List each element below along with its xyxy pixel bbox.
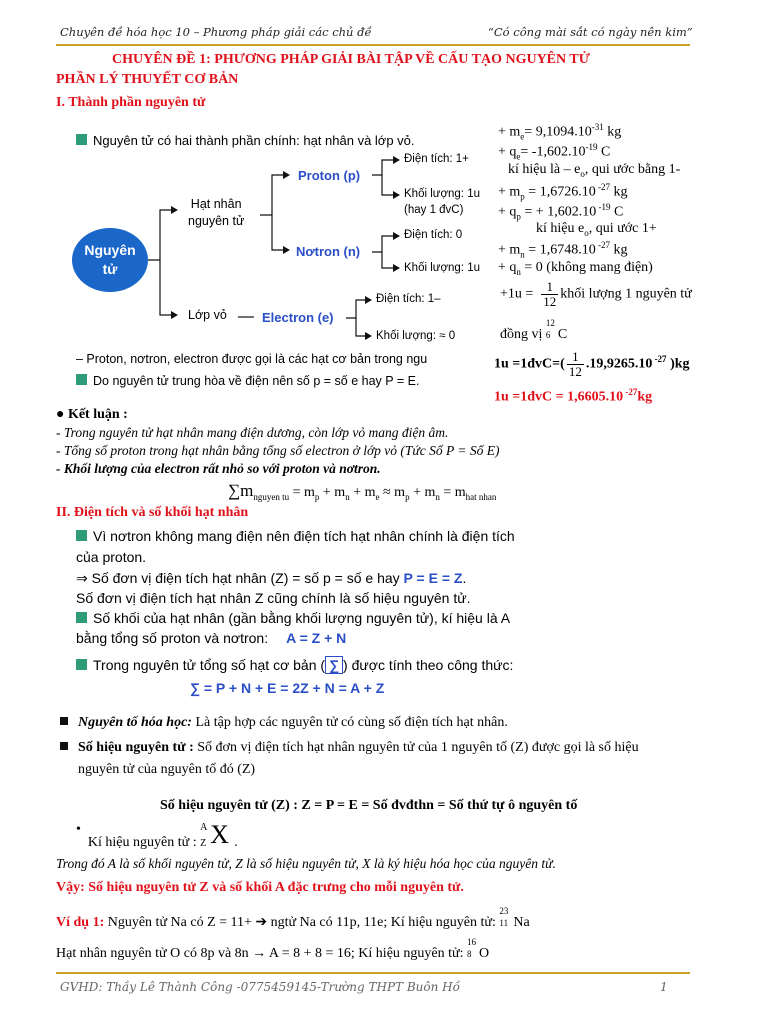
conclusion-line-3: - Khối lượng của electron rất nhỏ so với proton và nơtron. bbox=[56, 461, 381, 476]
proton-symbol-note: kí hiệu $e_o$, qui ước 1+ bbox=[536, 221, 657, 238]
page-number: 1 bbox=[660, 980, 668, 994]
electron-node: Electron (e) bbox=[262, 310, 334, 325]
mass-electron: + $m_e= 9,1094.10^{-31}$ kg bbox=[498, 122, 622, 142]
green-square-icon bbox=[76, 659, 87, 670]
footer-rule bbox=[56, 972, 690, 974]
proton-charge: Điện tích: 1+ bbox=[404, 153, 469, 165]
shell-node: Lớp vỏ bbox=[188, 308, 227, 322]
part-title: PHẦN LÝ THUYẾT CƠ BẢN bbox=[56, 72, 239, 87]
electron-mass: Khối lượng: ≈ 0 bbox=[376, 330, 456, 342]
proton-node: Proton (p) bbox=[298, 168, 361, 183]
sec2-line-7: Trong nguyên tử tổng số hạt cơ bản ( ∑ ) được tính theo công thức: bbox=[76, 657, 513, 673]
example-1-line-2: Hạt nhân nguyên tử O có 8p và 8n → A = 8 + 8 = 16; Kí hiệu nguyên tử: 16 8 O bbox=[56, 937, 490, 961]
sec2-line-1: Vì nơtron không mang điện nên điện tích hạt nhân chính là điện tích bbox=[76, 528, 515, 544]
sec2-line-4: Số đơn vị điện tích hạt nhân Z cũng chính là số hiệu nguyên tử. bbox=[76, 590, 471, 606]
amu-equation: 1u =1đvC=( $\frac{1}{12}$ .19,9265.10 $^{-27}$ )kg bbox=[494, 349, 690, 379]
conclusion-statement: Vậy: Số hiệu nguyên tử Z và số khối A đặc trưng cho mỗi nguyên tử. bbox=[56, 880, 464, 895]
footer-author: GVHD: Thầy Lê Thành Công -0775459145-Trường THPT Buôn Hồ bbox=[60, 980, 460, 994]
conclusion-heading: ● Kết luận : bbox=[56, 407, 128, 422]
sec2-line-2: của proton. bbox=[76, 549, 147, 565]
bullet-dot-icon: • bbox=[76, 822, 81, 837]
neutral-note: Do nguyên tử trung hòa về điện nên số p = số e hay P = E. bbox=[76, 374, 419, 388]
def-atomic-number: Số hiệu nguyên tử : Số đơn vị điện tích hạt nhân nguyên tử của 1 nguyên tố (Z) được gọi là số hiệu bbox=[60, 740, 639, 756]
neutron-charge: Điện tích: 0 bbox=[404, 229, 463, 241]
atomic-number-equation: Số hiệu nguyên tử (Z) : Z = P = E = Số đvđthn = Số thứ tự ô nguyên tố bbox=[160, 798, 578, 813]
nuclide-explanation: Trong đó A là số khối nguyên tử, Z là số hiệu nguyên tử, X là ký hiệu hóa học của nguyên tử. bbox=[56, 856, 556, 871]
document-title: CHUYÊN ĐỀ 1: PHƯƠNG PHÁP GIẢI BÀI TẬP VỀ CẤU TẠO NGUYÊN TỬ bbox=[112, 52, 590, 67]
def-element: Nguyên tố hóa học: Là tập hợp các nguyên tử có cùng số điện tích hạt nhân. bbox=[60, 715, 508, 731]
section2-heading: II. Điện tích và số khối hạt nhân bbox=[56, 505, 249, 520]
mass-neutron: + $m_n = 1,6748.10$ $^{-27}$ kg bbox=[498, 240, 628, 260]
def-atomic-number-cont: nguyên tử của nguyên tố đó (Z) bbox=[78, 762, 256, 777]
bullet-icon bbox=[60, 717, 68, 725]
header-left: Chuyên đề hóa học 10 – Phương pháp giải các chủ đề bbox=[60, 25, 372, 39]
green-square-icon bbox=[76, 612, 87, 623]
atomic-mass-unit-def: +1u = $\frac{1}{12}$ khối lượng 1 nguyên tử bbox=[500, 279, 692, 309]
basic-particles-note: – Proton, nơtron, electron được gọi là các hạt cơ bản trong ngu bbox=[76, 352, 428, 366]
green-square-icon bbox=[76, 374, 87, 385]
proton-mass-alt: (hay 1 đvC) bbox=[404, 204, 464, 216]
carbon-isotope-ref: đồng vị 12 6 C bbox=[500, 318, 568, 342]
electron-symbol-note: kí hiệu là – $e_o$, qui ước bằng 1- bbox=[508, 162, 681, 179]
sec2-line-6: bằng tổng số proton và nơtron: A = Z + N bbox=[76, 630, 347, 646]
amu-value: 1u =1đvC = 1,6605.10 $^{-27}$kg bbox=[494, 387, 653, 405]
example-1-line-1: Ví dụ 1: Nguyên tử Na có Z = 11+ ➔ ngtử Na có 11p, 11e; Kí hiệu nguyên tử: 23 11 Na bbox=[56, 906, 530, 930]
mass-proton: + $m_p = 1,6726.10$ $^{-27}$ kg bbox=[498, 182, 628, 202]
sec2-sum-formula: ∑ = P + N + E = 2Z + N = A + Z bbox=[190, 680, 385, 696]
charge-electron: + $q_e= -1,602.10^{-19}$ C bbox=[498, 142, 611, 162]
diagram-intro: Nguyên tử có hai thành phần chính: hạt nhân và lớp vỏ. bbox=[76, 133, 415, 148]
proton-mass: Khối lượng: 1u bbox=[404, 188, 480, 200]
green-square-icon bbox=[76, 530, 87, 541]
conclusion-line-2: - Tổng số proton trong hạt nhân bằng tổng số electron ở lớp vỏ (Tức Số P = Số E) bbox=[56, 443, 500, 458]
header-right: “Có công mài sắt có ngày nên kim” bbox=[488, 25, 693, 39]
section1-heading: I. Thành phần nguyên tử bbox=[56, 95, 206, 110]
bullet-icon bbox=[60, 742, 68, 750]
atom-node: Nguyên tử bbox=[72, 228, 148, 292]
mass-formula: $\sum m_{nguyen tu} = m_p + m_n + m_e \approx m_p + m_n = m_{hat nhan}$ bbox=[228, 481, 497, 502]
charge-proton: + $q_p$ = + 1,602.10 $^{-19}$ C bbox=[498, 202, 624, 222]
conclusion-line-1: - Trong nguyên tử hạt nhân mang điện dương, còn lớp vỏ mang điện âm. bbox=[56, 425, 449, 440]
nuclide-symbol-line: • Kí hiệu nguyên tử : A Z X . bbox=[76, 820, 238, 850]
neutron-mass: Khối lượng: 1u bbox=[404, 262, 480, 274]
charge-neutron: + $q_n = 0$ (không mang điện) bbox=[498, 260, 653, 277]
electron-charge: Điện tích: 1– bbox=[376, 293, 441, 305]
sec2-line-3: ⇒ Số đơn vị điện tích hạt nhân (Z) = số p = số e hay P = E = Z. bbox=[76, 570, 467, 586]
sec2-line-5: Số khối của hạt nhân (gần bằng khối lượng nguyên tử), kí hiệu là A bbox=[76, 610, 510, 626]
neutron-node: Nơtron (n) bbox=[296, 244, 361, 259]
nucleus-node: Hạt nhân nguyên tử bbox=[188, 197, 245, 228]
